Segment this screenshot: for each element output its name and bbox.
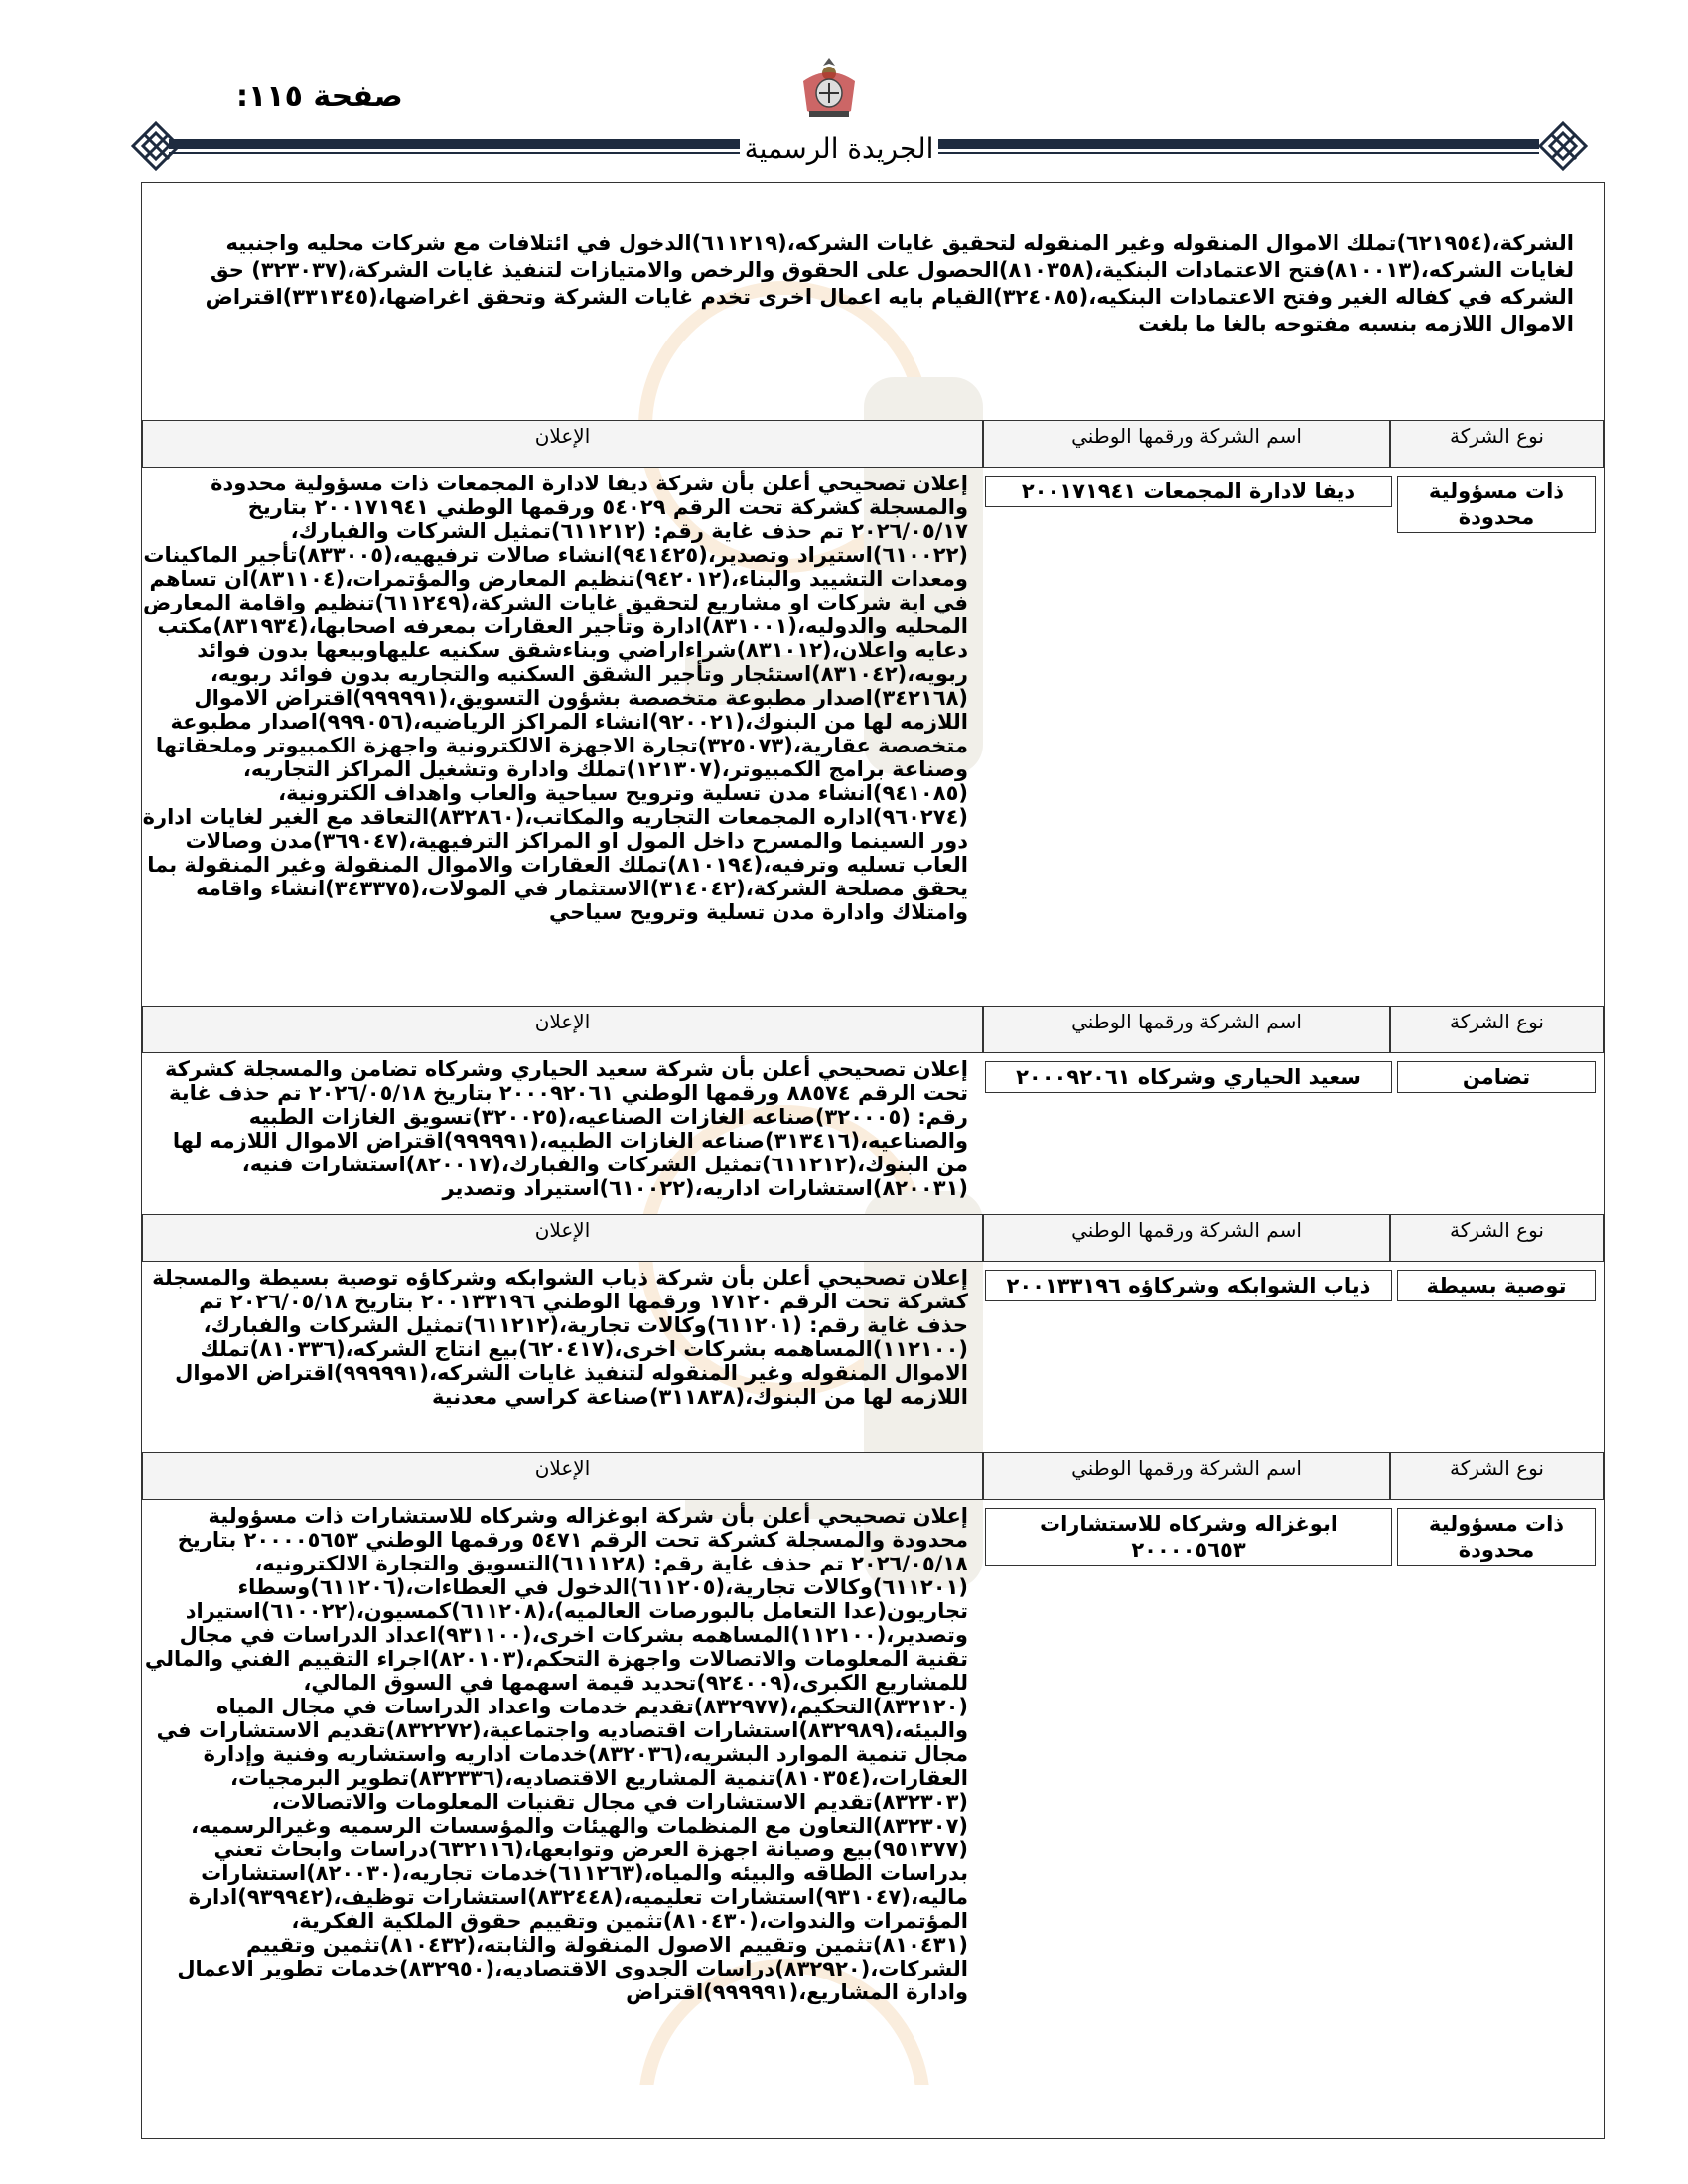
header-announcement: الإعلان xyxy=(142,1006,983,1053)
table-header-row xyxy=(142,1452,1604,1500)
entry-block xyxy=(142,1006,1604,1214)
entry-block xyxy=(142,1452,1604,2137)
header-company-name: اسم الشركة ورقمها الوطني xyxy=(983,1006,1390,1053)
ornament-knot-icon xyxy=(129,119,184,174)
header-announcement: الإعلان xyxy=(142,1214,983,1262)
header-company-name: اسم الشركة ورقمها الوطني xyxy=(983,1214,1390,1262)
company-type-cell: ذات مسؤولية محدودة xyxy=(1397,1508,1596,1566)
company-type-cell: ذات مسؤولية محدودة xyxy=(1397,476,1596,533)
continued-text: الشركة،(٦٢١٩٥٤)تملك الاموال المنقوله وغير المنقوله لتحقيق غايات الشركه،(٦١١٢١٩)الدخول في ائتلافات مع شركات محليه واجنبيه لغايات الشركه،(٨١٠٠١٣)فتح الاعتمادات البنكية،(٨١٠٣٥٨)الحصول على الحقوق والرخص والامتيازات لتنفيذ غايات الشركة،(٣٢٣٠٣٧) حق الشركه في كفاله الغير وفتح الاعتمادات البنكيه،(٣٢٤٠٨٥)القيام بايه اعمال اخرى تخدم غايات الشركة وتحقق اغراضها،(٣٣١٣٤٥)اقتراض الاموال اللازمه بنسبه مفتوحه بالغا ما بلغت xyxy=(205,231,1574,336)
company-name-cell: ذياب الشوابكه وشركاؤه ٢٠٠١٣٣١٩٦ xyxy=(985,1270,1392,1301)
announcement-cell: إعلان تصحيحي أعلن بأن شركة سعيد الحياري وشركاه تضامن والمسجلة كشركة تحت الرقم ٨٨٥٧٤ ورقمها الوطني ٢٠٠٠٩٢٠٦١ بتاريخ ٢٠٢٦/٠٥/١٨ تم حذف غاية رقم: (٣٢٠٠٠٥)صناعه الغازات الصناعيه،(٣٢٠٠٢٥)تسويق الغازات الطبيه والصناعيه،(٣١٣٤١٦)صناعه الغازات الطبيه،(٩٩٩٩٩١)اقتراض الاموال اللازمه لها من البنوك،(٦١١٢١٢)تمثيل الشركات والفبارك،(٨٢٠٠١٧)استشارات فنيه،(٨٢٠٠٣١)استشارات اداريه،(٦١٠٠٢٢)استيراد وتصدير xyxy=(164,1057,968,1200)
ornament-knot-icon xyxy=(1536,119,1591,174)
gazette-title: الجريدة الرسمية xyxy=(740,127,938,171)
company-name-cell: سعيد الحياري وشركاه ٢٠٠٠٩٢٠٦١ xyxy=(985,1061,1392,1093)
table-header-row xyxy=(142,1006,1604,1053)
entry-block xyxy=(142,420,1604,1006)
header-company-name: اسم الشركة ورقمها الوطني xyxy=(983,420,1390,468)
company-type-cell: توصية بسيطة xyxy=(1397,1270,1596,1301)
header-announcement: الإعلان xyxy=(142,420,983,468)
page-number: صفحة ١١٥: xyxy=(236,79,403,114)
header-company-name: اسم الشركة ورقمها الوطني xyxy=(983,1452,1390,1500)
announcement-cell: إعلان تصحيحي أعلن بأن شركة ديفا لادارة المجمعات ذات مسؤولية محدودة والمسجلة كشركة تحت الرقم ٥٤٠٢٩ ورقمها الوطني ٢٠٠١٧١٩٤١ بتاريخ ٢٠٢٦/٠٥/١٧ تم حذف غاية رقم: (٦١١٢١٢)تمثيل الشركات والفبارك،(٦١٠٠٢٢)استيراد وتصدير،(٩٤١٤٢٥)انشاء صالات ترفيهيه،(٨٣٣٠٠٥)تأجير الماكينات ومعدات التشييد والبناء،(٩٤٢٠١٢)تنظيم المعارض والمؤتمرات،(٨٣١١٠٤)ان تساهم في اية شركات او مشاريع لتحقيق غايات الشركة،(٦١١٢٤٩)تنظيم واقامة المعارض المحليه والدوليه،(٨٣١٠٠١)ادارة وتأجير العقارات بمعرفه اصحابها،(٨٣١٩٣٤)مكتب دعايه واعلان،(٨٣١٠١٢)شراءاراضي وبناءشقق سكنيه عليهاوبيعها بدون فوائد ربويه،(٨٣١٠٤٢)استئجار وتأجير الشقق السكنيه والتجاريه بدون فوائد ربويه،(٣٤٢١٦٨)اصدار مطبوعة متخصصة بشؤون التسويق،(٩٩٩٩٩١)اقتراض الاموال اللازمه لها من البنوك،(٩٢٠٠٢١)انشاء المراكز الرياضيه،(٩٩٩٠٥٦)اصدار مطبوعة متخصصة عقارية،(٣٢٥٠٧٣)تجارة الاجهزة الالكترونية واجهزة الكمبيوتر وملحقاتها وصناعة برامج الكمبيوتر،(١٢١٣٠٧)تملك وادارة وتشغيل المراكز التجاريه،(٩٤١٠٨٥)انشاء مدن تسلية وترويح سياحية والعاب واهداف الكترونية،(٩٦٠٢٧٤)اداره المجمعات التجاريه والمكاتب،(٨٣٢٨٦٠)التعاقد مع الغير لغايات ادارة دور السينما والمسرح داخل المول او المراكز الترفيهية،(٣٦٩٠٤٧)مدن وصالات العاب تسليه وترفيه،(٨١٠١٩٤)تملك العقارات والاموال المنقولة وغير المنقولة بما يحقق مصلحة الشركة،(٣١٤٠٤٢)الاستثمار في المولات،(٣٤٣٣٧٥)انشاء واقامه وامتلاك وادارة مدن تسلية وترويح سياحي xyxy=(142,472,968,924)
company-name-cell: ديفا لادارة المجمعات ٢٠٠١٧١٩٤١ xyxy=(985,476,1392,507)
announcement-cell: إعلان تصحيحي أعلن بأن شركة ذياب الشوابكه وشركاؤه توصية بسيطة والمسجلة كشركة تحت الرقم ١٧١٢٠ ورقمها الوطني ٢٠٠١٣٣١٩٦ بتاريخ ٢٠٢٦/٠٥/١٨ تم حذف غاية رقم: (٦١١٢٠١)وكالات تجارية،(٦١١٢١٢)تمثيل الشركات والفبارك،(١١٢١٠٠)المساهمه بشركات اخرى،(٦٢٠٤١٧)بيع انتاج الشركه،(٨١٠٣٣٦)تملك الاموال المنقوله وغير المنقوله لتنفيذ غايات الشركه،(٩٩٩٩٩١)اقتراض الاموال اللازمه لها من البنوك،(٣١١٨٣٨)صناعة كراسي معدنية xyxy=(152,1266,968,1409)
table-header-row xyxy=(142,1214,1604,1262)
header-announcement: الإعلان xyxy=(142,1452,983,1500)
entry-block xyxy=(142,1214,1604,1452)
announcement-cell: إعلان تصحيحي أعلن بأن شركة ابوغزاله وشركاه للاستشارات ذات مسؤولية محدودة والمسجلة كشركة تحت الرقم ٥٤٧١ ورقمها الوطني ٢٠٠٠٠٥٦٥٣ بتاريخ ٢٠٢٦/٠٥/١٨ تم حذف غاية رقم: (٦١١١٢٨)التسويق والتجارة الالكترونيه،(٦١١٢٠١)وكالات تجارية،(٦١١٢٠٥)الدخول في العطاءات،(٦١١٢٠٦)وسطاء تجاريون(عدا التعامل بالبورصات العالميه)،(٦١١٢٠٨)كمسيون،(٦١٠٠٢٢)استيراد وتصدير،(١١٢١٠٠)المساهمه بشركات اخرى،(٩٣١١٠٠)اعداد الدراسات في مجال تقنية المعلومات والاتصالات واجهزة التحكم،(٨٢٠١٠٣)اجراء التقييم الفني والمالي للمشاريع الكبرى،(٩٢٤٠٠٩)تحديد قيمة اسهمها في السوق المالي،(٨٣٢١٢٠)التحكيم،(٨٣٢٩٧٧)تقديم خدمات واعداد الدراسات في مجال المياه والبيئه،(٨٣٢٩٨٩)استشارات اقتصاديه واجتماعية،(٨٣٢٢٧٢)تقديم الاستشارات في مجال تنمية الموارد البشريه،(٨٣٢٠٣٦)خدمات اداريه واستشاريه وفنية وإدارة العقارات،(٨١٠٣٥٤)تنمية المشاريع الاقتصاديه،(٨٣٢٣٣٦)تطوير البرمجيات،(٨٣٢٣٠٣)تقديم الاستشارات في مجال تقنيات المعلومات والاتصالات،(٨٣٢٣٠٧)التعاون مع المنظمات والهيئات والمؤسسات الرسميه وغيرالرسميه،(٩٥١٣٧٧)بيع وصيانة اجهزة العرض وتوابعها،(٦٣٢١١٦)دراسات وابحاث تعني بدراسات الطاقه والبيئه والمياه،(٦١١٢٦٣)خدمات تجاريه،(٨٢٠٠٣٠)استشارات ماليه،(٩٣١٠٤٧)استشارات تعليميه،(٨٣٢٤٤٨)استشارات توظيف،(٩٣٩٩٤٢)ادارة المؤتمرات والندوات،(٨١٠٤٣٠)تثمين وتقييم حقوق الملكية الفكرية،(٨١٠٤٣١)تثمين وتقييم الاصول المنقولة والثابته،(٨١٠٤٣٢)تثمين وتقييم الشركات،(٨٣٢٩٢٠)دراسات الجدوى الاقتصاديه،(٨٣٢٩٥٠)خدمات تطوير الاعمال وادارة المشاريع،(٩٩٩٩٩١)اقتراض xyxy=(144,1504,968,2004)
company-name-cell: ابوغزاله وشركاه للاستشارات ٢٠٠٠٠٥٦٥٣ xyxy=(985,1508,1392,1566)
content-frame xyxy=(141,182,1605,2139)
jordan-emblem-icon xyxy=(789,52,869,123)
header-company-type: نوع الشركة xyxy=(1390,1452,1604,1500)
header-company-type: نوع الشركة xyxy=(1390,420,1604,468)
header-company-type: نوع الشركة xyxy=(1390,1214,1604,1262)
header-company-type: نوع الشركة xyxy=(1390,1006,1604,1053)
company-type-cell: تضامن xyxy=(1397,1061,1596,1093)
table-header-row xyxy=(142,420,1604,468)
